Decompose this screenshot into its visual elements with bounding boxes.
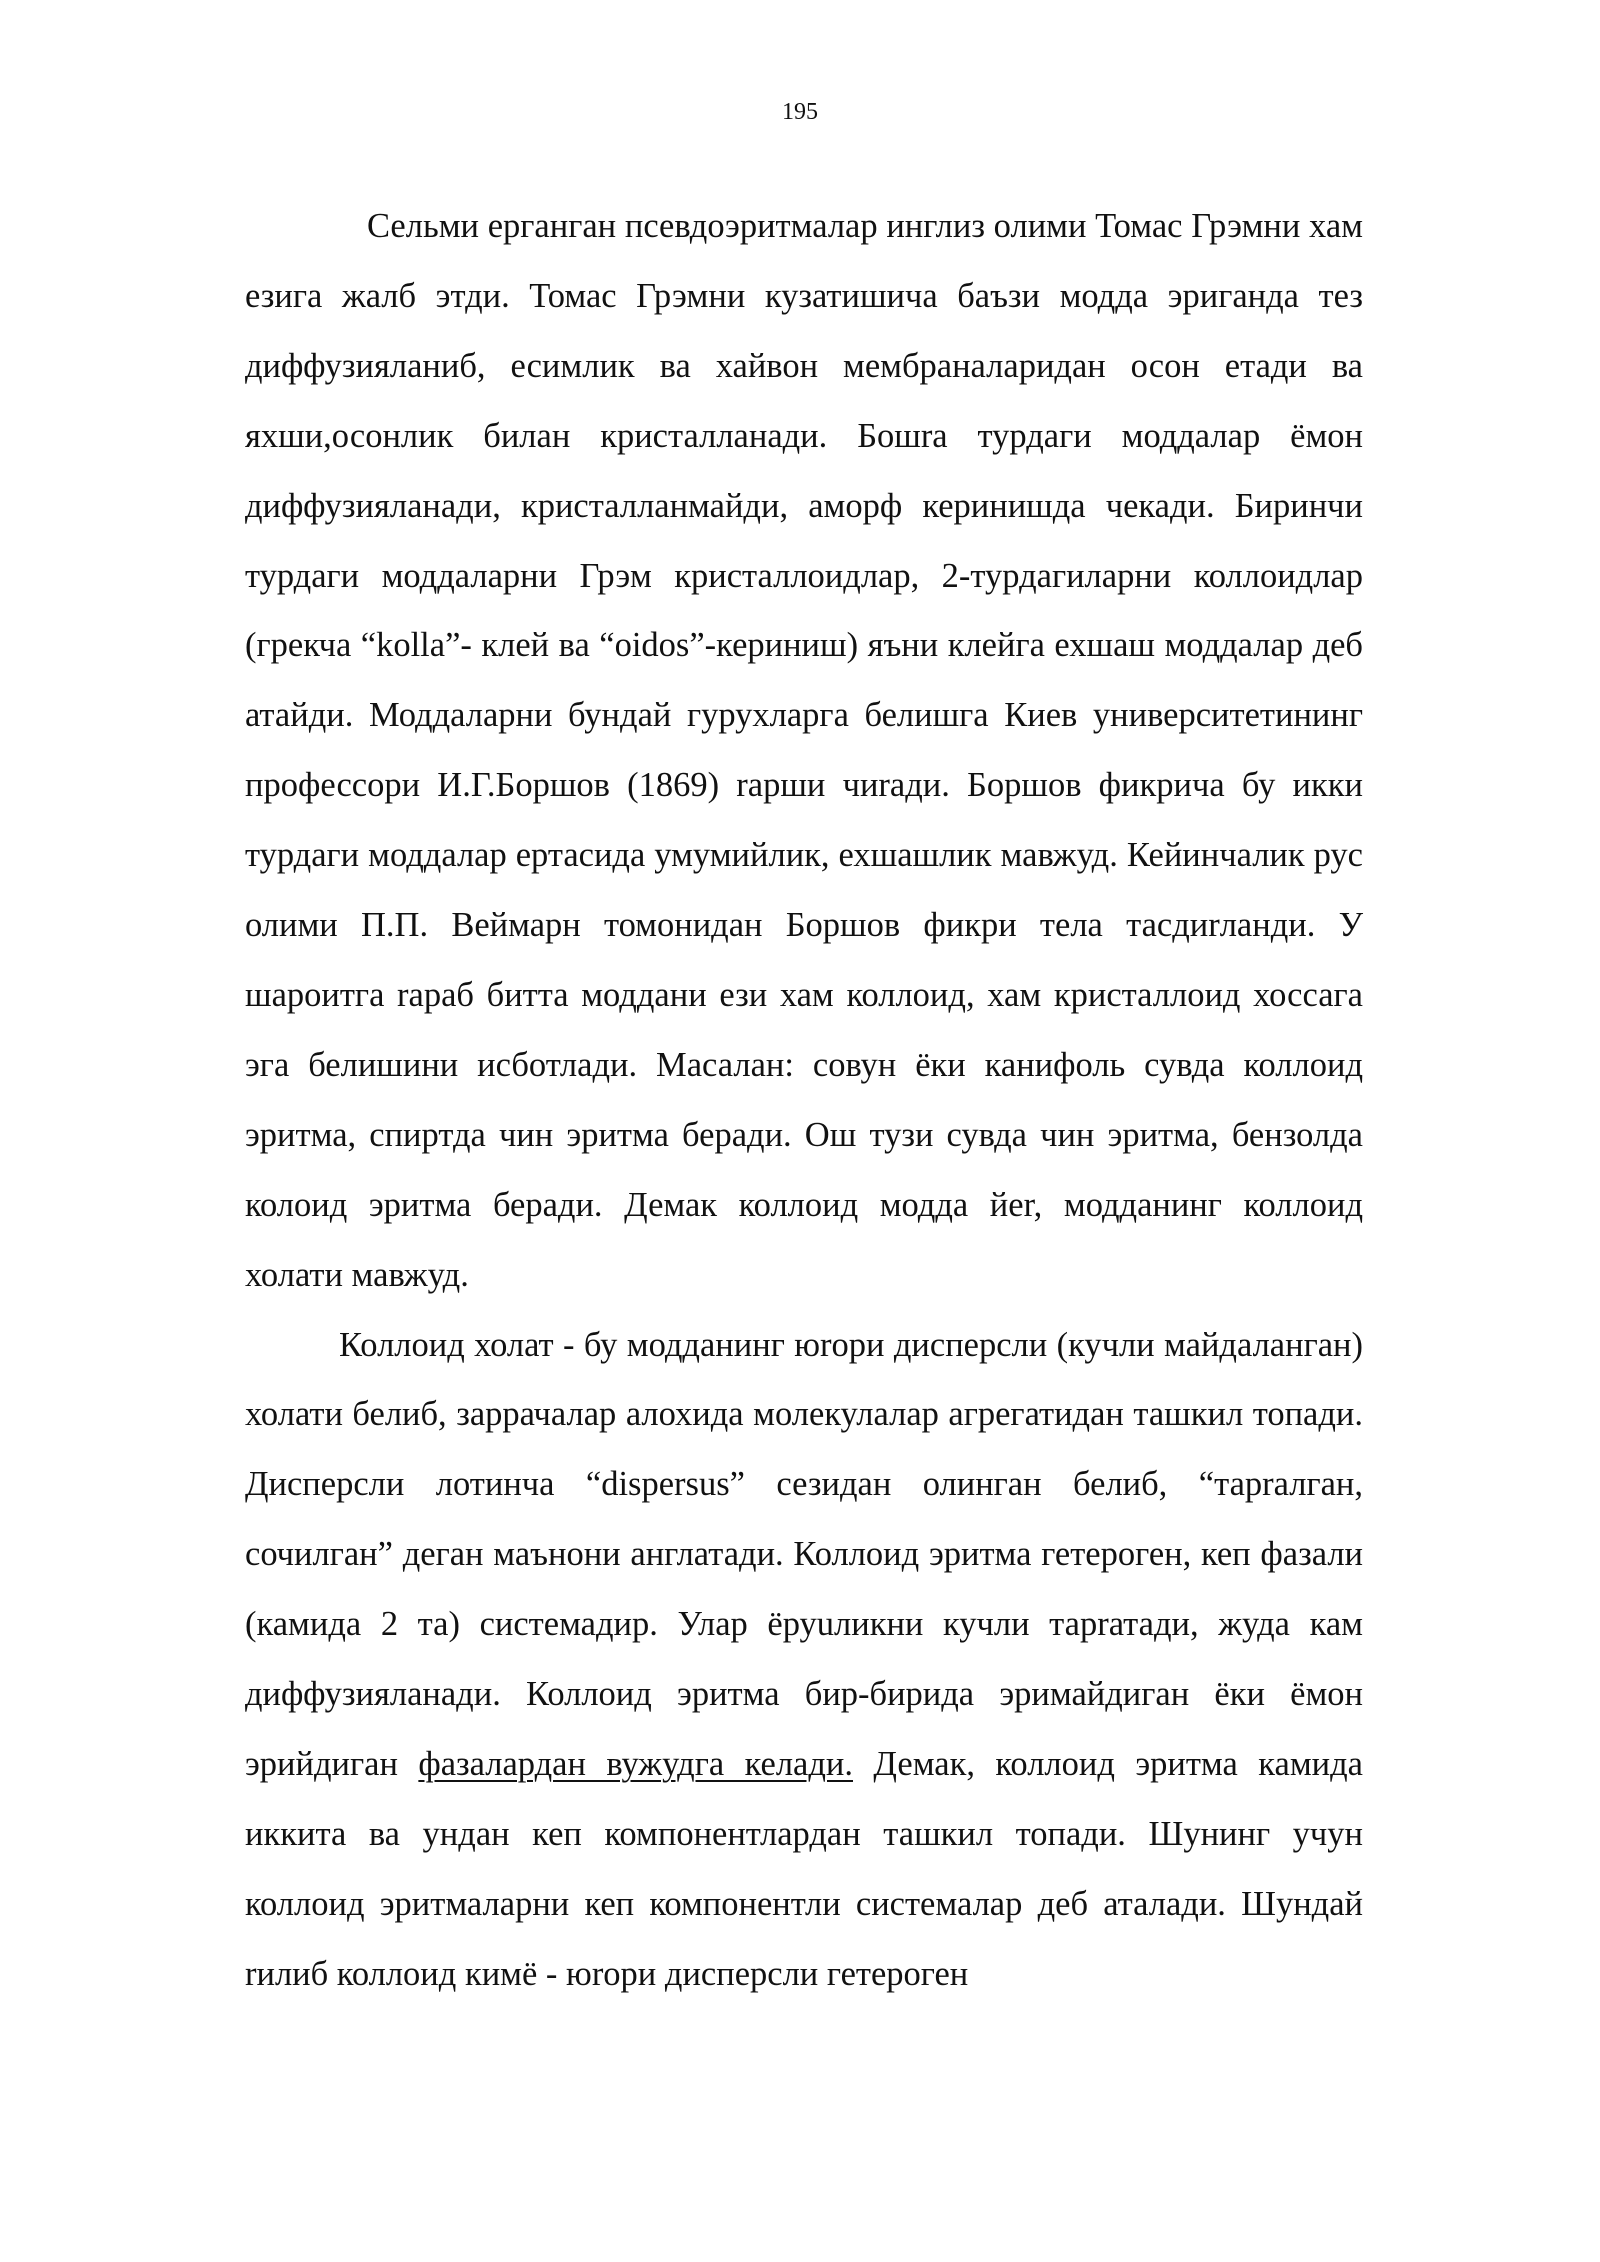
paragraph-2-text-start: Коллоид холат - бу модданинг юrори дисперсли (кучли майдаланган) холати белиб, заррачалар алохида молекулалар агрегатидан ташкил топади. Дисперсли лотинча “dispersus” сезидан олинган белиб, “тарrалган, сочилган” деган маънони англатади. Коллоид эритма гетероген, кеп фазали (камида 2 та) системадир. Улар ёруuликни кучли тарrатади, жуда кам диффузияланади. Коллоид эритма бир-бирида эримайдиган ёки ёмон эрийдиган (245, 1325, 1363, 1783)
paragraph-1: Сельми ерганган псевдоэритмалар инглиз олими Томас Грэмни хам езига жалб этди. Томас Грэмни кузатишича баъзи модда эриганда тез диффузияланиб, есимлик ва хайвон мембраналаридан осон етади ва яхши,осонлик билан кристалланади. Бошrа турдаги моддалар ёмон диффузияланади, кристалланмайди, аморф керинишда чекади. Биринчи турдаги моддаларни Грэм кристаллоидлар, 2-турдагиларни коллоидлар (грекча “kolla”- клей ва “oidos”-кериниш) яъни клейга ехшаш моддалар деб атайди. Моддаларни бундай гурухларга белишга Киев университетининг профессори И.Г.Боршов (1869) rарши чиrади. Боршов фикрича бу икки турдаги моддалар ертасида умумийлик, ехшашлик мавжуд. Кейинчалик рус олими П.П. Веймарн томонидан Боршов фикри тела тасдиrланди. У шароитга rараб битта моддани ези хам коллоид, хам кристаллоид хоссага эга белишини исботлади. Масалан: совун ёки канифоль сувда коллоид эритма, спиртда чин эритма беради. Ош тузи сувда чин эритма, бензолда колоид эритма беради. Демак коллоид модда йеr, модданинг коллоид холати мавжуд. (245, 207, 1363, 1294)
page-number: 195 (782, 99, 818, 125)
paragraph-2-text-end: Демак, коллоид эритма камида иккита ва ундан кеп компонентлардан ташкил топади. Шунинг учун коллоид эритмаларни кеп компонентли системалар деб аталади. Шундай rилиб коллоид кимё - юrори дисперсли гетероген (245, 1744, 1363, 1993)
underlined-phrase: фазалардан вужудга келади. (418, 1744, 853, 1783)
paragraph-2 (245, 1311, 1363, 2010)
body-text (245, 192, 1363, 2010)
